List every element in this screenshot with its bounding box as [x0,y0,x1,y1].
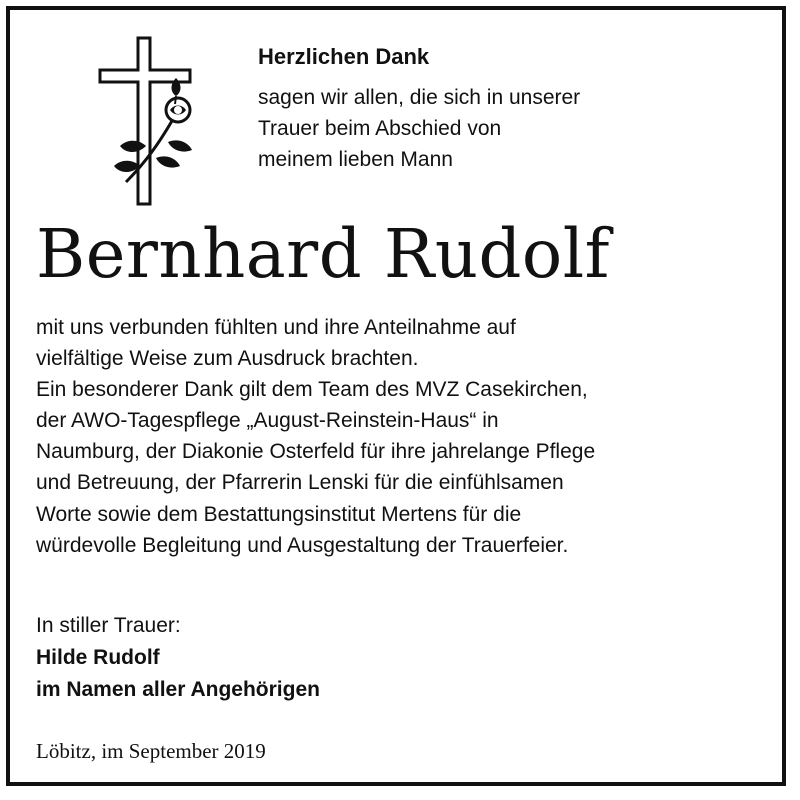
obituary-card [6,6,786,786]
cross-with-rose-icon [96,34,206,210]
body-line: vielfältige Weise zum Ausdruck brachten. [36,347,419,371]
signoff-block [36,610,636,706]
body-line: und Betreuung, der Pfarrerin Lenski für die einfühlsamen [36,471,564,495]
intro-line: meinem lieben Mann [258,148,453,171]
signer-family: im Namen aller Angehörigen [36,678,320,701]
body-line: Worte sowie dem Bestattungsinstitut Mertens für die [36,502,522,526]
intro-line: sagen wir allen, die sich in unserer [258,86,581,109]
body-line: würdevolle Begleitung und Ausgestaltung der Trauerfeier. [36,533,569,557]
place-date: Löbitz, im September 2019 [36,739,266,763]
signer-name: Hilde Rudolf [36,646,160,669]
header-title: Herzlichen Dank [258,44,430,69]
body-line: Naumburg, der Diakonie Osterfeld für ihre jahrelange Pflege [36,440,596,464]
intro-line: Trauer beim Abschied von [258,117,502,140]
body-line: mit uns verbunden fühlten und ihre Anteilnahme auf [36,316,516,339]
body-line: Ein besonderer Dank gilt dem Team des MVZ Casekirchen, [36,378,588,402]
signoff-intro: In stiller Trauer: [36,614,181,637]
body-text [36,312,780,561]
header-block [258,42,778,175]
body-line: der AWO-Tagespflege „August-Reinstein-Haus“ in [36,409,499,433]
deceased-name: Bernhard Rudolf [36,215,610,293]
